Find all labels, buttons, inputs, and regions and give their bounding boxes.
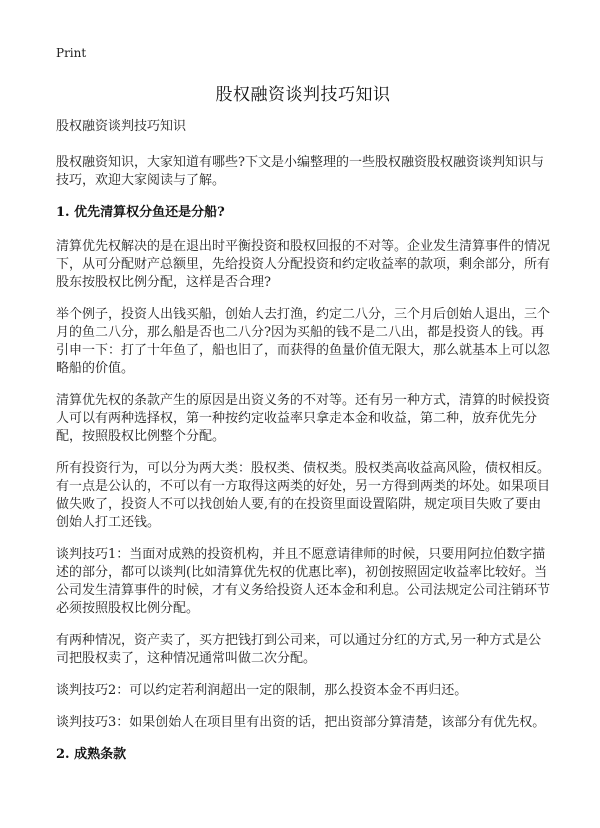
paragraph-1: 清算优先权解决的是在退出时平衡投资和股权回报的不对等。企业发生清算事件的情况下，从可分配财产总额里，先给投资人分配投资和约定收益率的款项，剩余部分，所有股东按股权比例分配，这样是否合理? — [56, 239, 551, 290]
paragraph-5: 谈判技巧1：当面对成熟的投资机构，并且不愿意请律师的时候，只要用阿拉伯数字描述的部分，都可以谈判(比如清算优先权的优惠比率)，初创按照固定收益率比较好。当公司发生清算事件的时候，才有义务给投资人还本金和利息。公司法规定公司注销环节必须按照股权比例分配。 — [56, 547, 551, 616]
article-body — [56, 118, 550, 780]
paragraph-8: 谈判技巧3：如果创始人在项目里有出资的话，把出资部分算清楚，该部分有优先权。 — [56, 715, 546, 730]
paragraph-2: 举个例子，投资人出钱买船，创始人去打渔，约定二八分，三个月后创始人退出，三个月的鱼二八分，那么船是否也二八分?因为买船的钱不是二八出，都是投资人的钱。再引申一下：打了十年鱼了，船也旧了，而获得的鱼量价值无限大，那么就基本上可以忽略船的价值。 — [56, 307, 551, 376]
paragraph-4: 所有投资行为，可以分为两大类：股权类、债权类。股权类高收益高风险，债权相反。有一点是公认的，不可以有一方取得这两类的好处，另一方得到两类的坏处。如果项目做失败了，投资人不可以找创始人要,有的在投资里面设置陷阱，规定项目失败了要由创始人打工还钱。 — [56, 461, 551, 530]
paragraph-6: 有两种情况，资产卖了，买方把钱打到公司来，可以通过分红的方式,另一种方式是公司把股权卖了，这种情况通常叫做二次分配。 — [56, 633, 542, 666]
article-subtitle: 股权融资谈判技巧知识 — [56, 119, 187, 134]
print-link[interactable]: Print — [56, 46, 87, 60]
paragraph-7: 谈判技巧2：可以约定若利润超出一定的限制，那么投资本金不再归还。 — [56, 683, 468, 698]
intro-paragraph: 股权融资知识，大家知道有哪些?下文是小编整理的一些股权融资股权融资谈判知识与技巧，欢迎大家阅读与了解。 — [56, 155, 544, 188]
section-heading-1: 1. 优先清算权分鱼还是分船? — [56, 205, 225, 220]
page-title: 股权融资谈判技巧知识 — [215, 85, 391, 105]
paragraph-3: 清算优先权的条款产生的原因是出资义务的不对等。还有另一种方式，清算的时候投资人可以有两种选择权，第一种按约定收益率只拿走本金和收益，第二种，放弃优先分配，按照股权比例整个分配。 — [56, 393, 551, 444]
section-heading-2: 2. 成熟条款 — [56, 747, 127, 762]
